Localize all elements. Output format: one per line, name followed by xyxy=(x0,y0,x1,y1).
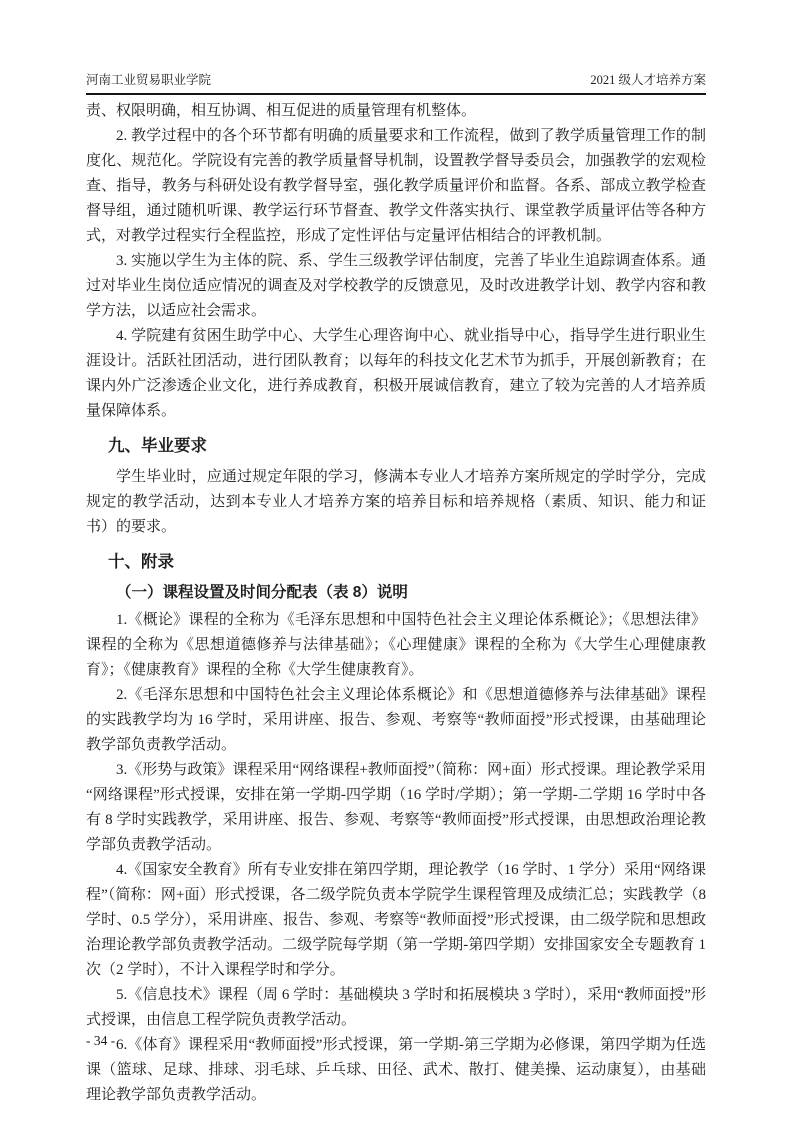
header-school-name: 河南工业贸易职业学院 xyxy=(86,73,212,87)
document-body xyxy=(86,99,706,1108)
section-heading-graduation-requirements: 九、毕业要求 xyxy=(108,437,207,455)
paragraph-quality-process: 2. 教学过程中的各个环节都有明确的质量要求和工作流程，做到了教学质量管理工作的制度化、规范化。学院设有完善的教学质量督导机制，设置教学督导委员会，加强教学的宏观检查、指导，教务与科研处设有教学督导室，强化教学质量评价和监督。各系、部成立教学检查督导组，通过随机听课、教学运行环节督查、教学文件落实执行、课堂教学质量评估等各种方式，对教学过程实行全程监控，形成了定性评估与定量评估相结合的评教机制。 xyxy=(86,128,706,244)
paragraph-continuation: 责、权限明确，相互协调、相互促进的质量管理有机整体。 xyxy=(86,103,477,119)
section-heading-appendix: 十、附录 xyxy=(108,553,174,571)
appendix-item-3: 3.《形势与政策》课程采用“网络课程+教师面授”（简称：网+面）形式授课。理论教学采用“网络课程”形式授课，安排在第一学期-四学期（16 学时/学期）；第一学期-二学期 16 学时中各有 8 学时实践教学，采用讲座、报告、参观、考察等“教师面授”形式授课，由思想政治理论教学部负责教学活动。 xyxy=(86,762,706,853)
paragraph-evaluation-system: 3. 实施以学生为主体的院、系、学生三级教学评估制度，完善了毕业生追踪调查体系。通过对毕业生岗位适应情况的调查及对学校教学的反馈意见，及时改进教学计划、教学内容和教学方法，以适应社会需求。 xyxy=(86,253,706,319)
appendix-item-1: 1.《概论》课程的全称为《毛泽东思想和中国特色社会主义理论体系概论》；《思想法律》课程的全称为《思想道德修养与法律基础》；《心理健康》课程的全称为《大学生心理健康教育》；《健康教育》课程的全称《大学生健康教育》。 xyxy=(86,612,706,678)
subsection-heading-course-table-notes: （一）课程设置及时间分配表（表 8）说明 xyxy=(116,584,408,601)
page-number: - 34 - xyxy=(86,1033,116,1048)
appendix-item-2: 2.《毛泽东思想和中国特色社会主义理论体系概论》和《思想道德修养与法律基础》课程的实践教学均为 16 学时，采用讲座、报告、参观、考察等“教师面授”形式授课，由基础理论教学部负责教学活动。 xyxy=(86,687,706,753)
appendix-item-5: 5.《信息技术》课程（周 6 学时：基础模块 3 学时和拓展模块 3 学时），采用“教师面授”形式授课，由信息工程学院负责教学活动。 xyxy=(86,987,706,1028)
paragraph-support-centers: 4. 学院建有贫困生助学中心、大学生心理咨询中心、就业指导中心，指导学生进行职业生涯设计。活跃社团活动，进行团队教育；以每年的科技文化艺术节为抓手，开展创新教育；在课内外广泛渗透企业文化，进行养成教育，积极开展诚信教育，建立了较为完善的人才培养质量保障体系。 xyxy=(86,328,706,419)
page-footer xyxy=(86,1032,115,1050)
page-header xyxy=(86,72,706,95)
appendix-item-4: 4.《国家安全教育》所有专业安排在第四学期，理论教学（16 学时、1 学分）采用“网络课程”（简称：网+面）形式授课，各二级学院负责本学院学生课程管理及成绩汇总；实践教学（8 学时、0.5 学分），采用讲座、报告、参观、考察等“教师面授”形式授课，由二级学院和思想政治理论教学部负责教学活动。二级学院每学期（第一学期-第四学期）安排国家安全专题教育 1 次（2 学时），不计入课程学时和学分。 xyxy=(86,862,706,978)
header-doc-title: 2021 级人才培养方案 xyxy=(590,73,706,87)
appendix-item-6: 6.《体育》课程采用“教师面授”形式授课，第一学期-第三学期为必修课，第四学期为任选课（篮球、足球、排球、羽毛球、乒乓球、田径、武术、散打、健美操、运动康复），由基础理论教学部负责教学活动。 xyxy=(86,1037,706,1103)
paragraph-graduation-requirements: 学生毕业时，应通过规定年限的学习，修满本专业人才培养方案所规定的学时学分，完成规定的教学活动，达到本专业人才培养方案的培养目标和培养规格（素质、知识、能力和证书）的要求。 xyxy=(86,469,706,535)
